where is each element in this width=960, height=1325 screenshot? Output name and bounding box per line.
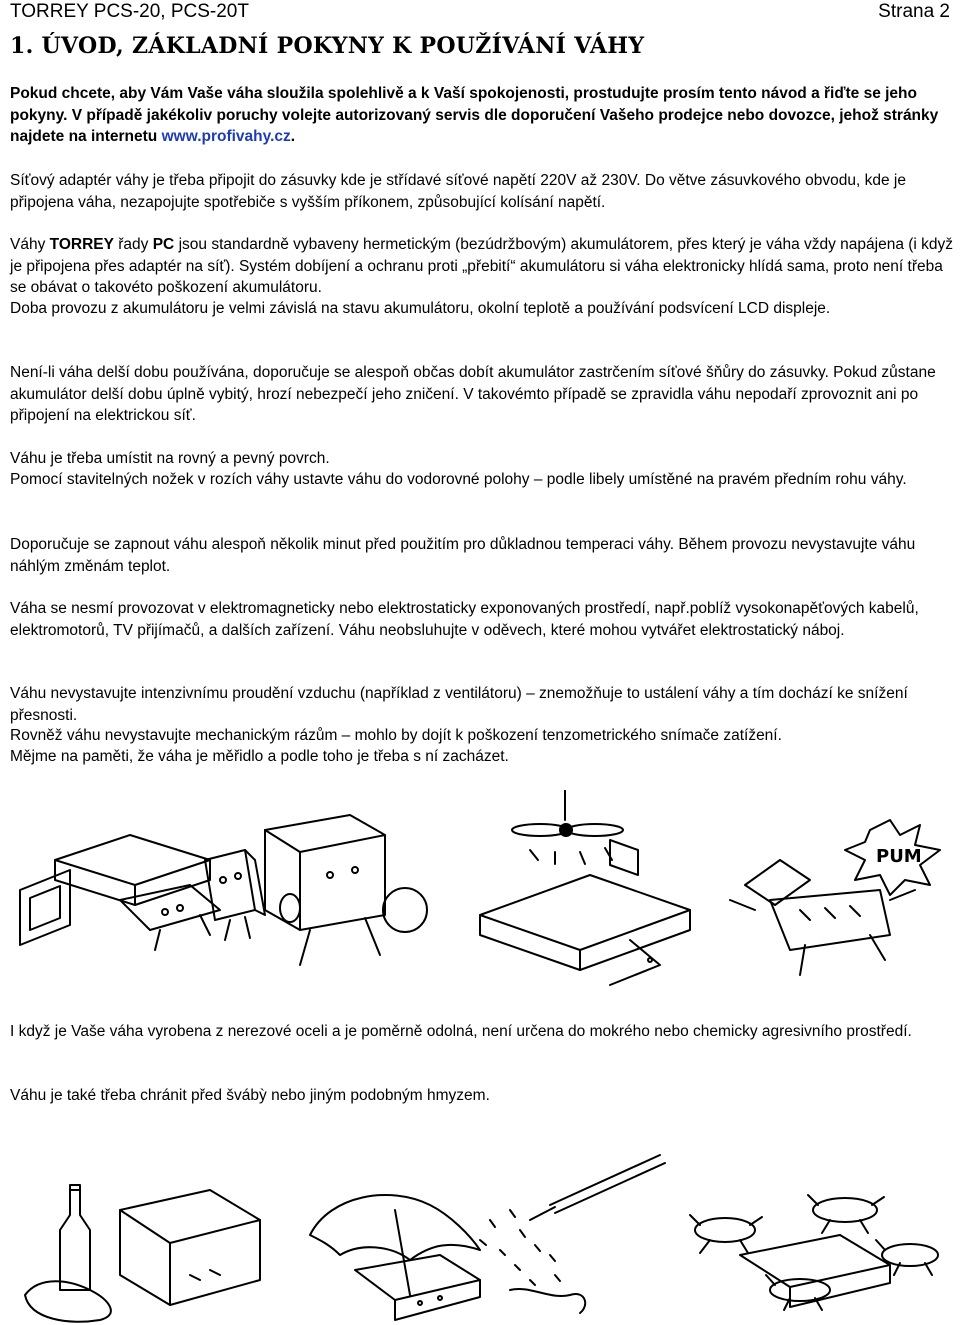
page-header (10, 0, 950, 26)
series-name: PC (152, 236, 175, 253)
explosion-bubble-icon (845, 820, 940, 895)
leveling-paragraph: Pomocí stavitelných nožek v rozích váhy ustavte váhu do vodorovné polohy – podle libely umístěné na pravém předním rohu váhy. (10, 471, 907, 488)
care-paragraph: Mějme na paměti, že váha je měřidlo a podle toho je třeba s ní zacházet. (10, 748, 509, 765)
battery-text-a: Váhy (10, 236, 50, 253)
scale-icon (740, 1235, 890, 1307)
website-link[interactable]: www.profivahy.cz (161, 128, 291, 145)
header-title: TORREY PCS-20, PCS-20T (10, 1, 249, 22)
intro-paragraph (10, 83, 955, 148)
shock-paragraph: Rovněž váhu nevystavujte mechanickým rázům – mohlo by dojít k poškození tenzometrického snímače zatížení. (10, 727, 782, 744)
airflow-paragraph: Váhu nevystavujte intenzivnímu proudění vzduchu (například z ventilátoru) – znemožňuje to ustálení váhy a tím dochází ke snížení přesnosti. (10, 685, 908, 724)
brand-name: TORREY (49, 236, 114, 253)
placement-paragraph: Váhu je třeba umístit na rovný a pevný povrch. (10, 450, 330, 467)
umbrella-icon (310, 1195, 480, 1295)
intro-end: . (290, 128, 296, 145)
charging-paragraph: Není-li váha delší dobu používána, doporučuje se alespoň občas dobít akumulátor zastrčením síťové šňůry do zásuvky. Pokud zůstane akumulátor delší dobu úplně vybitý, hrozí nebezpečí jeho zničení. V takovémto případě se zpravidla váhu nepodaří zprovoznit ani po připojení na elektrickou síť. (10, 364, 936, 424)
adapter-character-icon (205, 850, 265, 940)
adapter-paragraph: Síťový adaptér váhy je třeba připojit do zásuvky kde je střídavé síťové napětí 220V až 230V. Do větve zásuvkového obvodu, kde je připojena váha, nezapojujte spotřebiče s vyšším příkonem, způsobující kolísání napětí. (10, 172, 906, 211)
water-spray-icon (480, 1210, 560, 1285)
battery-life-paragraph: Doba provozu z akumulátoru je velmi závislá na stavu akumulátoru, okolní teplotě a používání podsvícení LCD displeje. (10, 300, 831, 317)
illustration-handling-cartoon (10, 790, 955, 1000)
broken-scale-icon (730, 860, 915, 975)
section-title: 1. ÚVOD, ZÁKLADNÍ POKYNY K POUŽÍVÁNÍ VÁHY (10, 33, 645, 59)
intro-text: Pokud chcete, aby Vám Vaše váha sloužila spolehlivě a k Vaší spokojenosti, prostudujte prosím tento návod a řiďte se jeho pokyny. V případě jakékoliv poruchy volejte autorizovaný servis dle doporučení Vašeho prodejce nebo dovozce, jehož stránky najdete na internetu (10, 85, 939, 145)
page-number: Strana 2 (878, 1, 950, 22)
bottle-icon (60, 1185, 90, 1290)
emi-paragraph: Váha se nesmí provozovat v elektromagneticky nebo elektrostaticky exponovaných prostředí, např.poblíž vysokonapěťových kabelů, elektromotorů, TV přijímačů, a dalších zařízení. Váhu neobsluhujte v oděvech, které mohou vytvářet elektrostatický náboj. (10, 600, 919, 639)
outlet-icon (20, 870, 70, 945)
scale-icon (55, 835, 220, 950)
pum-text: PUM (876, 846, 922, 867)
scale-icon (480, 875, 690, 985)
heater-character-icon (265, 815, 427, 965)
battery-text-c: jsou standardně vybaveny hermetickým (bezúdržbovým) akumulátorem, přes který je váha vždy napájena (i když je připojena přes adaptér na síť). Systém dobíjení a ochranu proti „přebití“ akumulátoru si váha elektronicky hlídá sama, proto není třeba se obávat o takovéto poškození akumulátoru. (10, 236, 954, 296)
battery-text-b: řady (113, 236, 153, 253)
fan-icon (512, 790, 638, 875)
warmup-paragraph: Doporučuje se zapnout váhu alespoň několik minut před použitím pro důkladnou temperaci váhy. Během provozu nevystavujte váhu náhlým změnám teplot. (10, 536, 916, 575)
battery-paragraph (10, 234, 955, 299)
illustration-environment-cartoon (10, 1135, 955, 1325)
cockroach-icon (690, 1195, 938, 1310)
scale-icon (355, 1255, 585, 1320)
insects-paragraph: Váhu je také třeba chránit před švábỳ nebo jiným podobným hmyzem. (10, 1087, 490, 1104)
hose-icon (530, 1155, 665, 1220)
environment-paragraph: I když je Vaše váha vyrobena z nerezové oceli a je poměrně odolná, není určena do mokrého nebo chemicky agresivního prostředí. (10, 1023, 912, 1040)
